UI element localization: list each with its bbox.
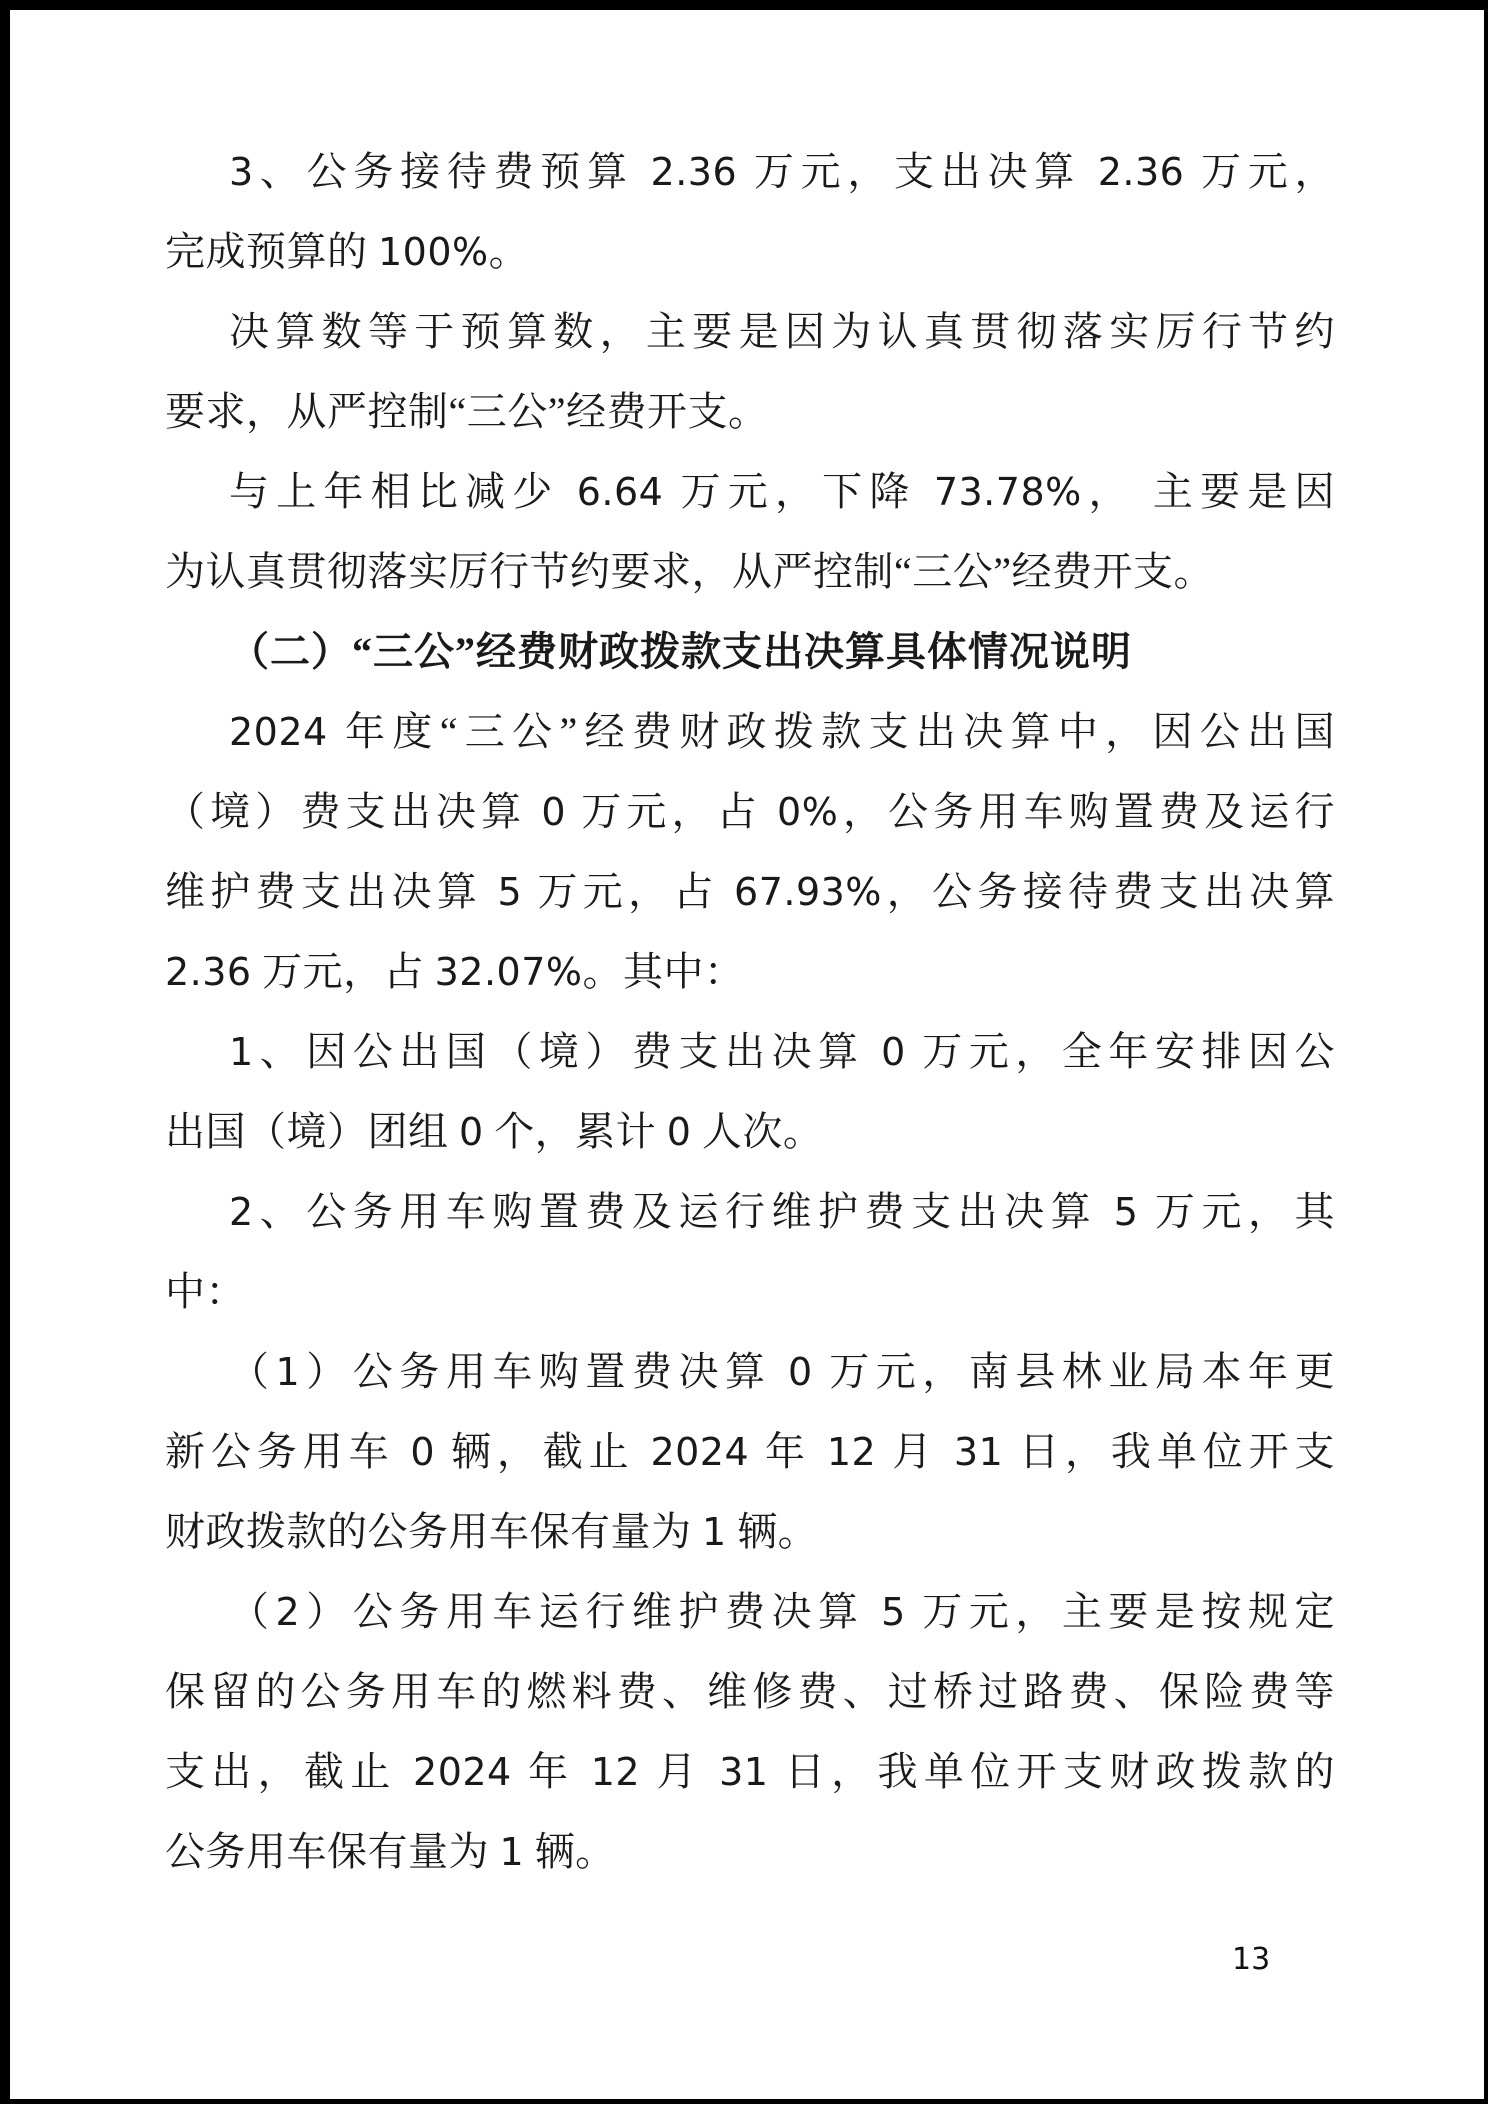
text-line: 财政拨款的公务用车保有量为 1 辆。 (165, 1509, 819, 1554)
text-line: 完成预算的 100%。 (165, 229, 530, 274)
numeric-value: 6.64 (576, 470, 664, 514)
numeric-value: 31 (719, 1750, 769, 1794)
document-page (10, 10, 1484, 2099)
numeric-value: 67.93% (734, 870, 882, 914)
numeric-value: 12 (590, 1750, 641, 1794)
text-line: 维护费支出决算 5 万元，占 67.93%，公务接待费支出决算 (165, 869, 1336, 914)
numeric-value: 32.07% (434, 950, 583, 994)
text-line: 保留的公务用车的燃料费、维修费、过桥过路费、保险费等 (165, 1669, 1335, 1714)
numeric-value: 0% (777, 790, 839, 834)
page-number: 13 (1232, 1942, 1271, 1977)
document-body (165, 132, 1335, 1892)
numeric-value: 0 (881, 1030, 906, 1074)
numeric-value: 1 (499, 1830, 525, 1874)
numeric-value: 31 (953, 1430, 1004, 1474)
numeric-value: 0 (410, 1430, 436, 1474)
numeric-value: 2024 (229, 710, 328, 754)
text-line: 中： (165, 1269, 246, 1314)
text-line: 要求，从严控制“三公”经费开支。 (165, 389, 769, 434)
numeric-value: 1 (275, 1350, 301, 1394)
text-line: 1、因公出国（境）费支出决算 0 万元，全年安排因公 (229, 1029, 1335, 1074)
numeric-value: 2.36 (650, 150, 738, 194)
text-line: 2.36 万元，占 32.07%。其中： (165, 949, 745, 994)
numeric-value: 1 (702, 1510, 727, 1554)
numeric-value: 2024 (650, 1430, 750, 1474)
numeric-value: 2024 (413, 1750, 512, 1794)
numeric-value: 100% (378, 230, 489, 274)
numeric-value: 3 (229, 150, 254, 194)
numeric-value: 5 (1113, 1190, 1139, 1234)
numeric-value: 0 (788, 1350, 813, 1394)
numeric-value: 5 (497, 870, 523, 914)
numeric-value: 12 (826, 1430, 877, 1474)
text-line: 2、公务用车购置费及运行维护费支出决算 5 万元，其 (229, 1189, 1336, 1234)
text-line: 3、公务接待费预算 2.36 万元，支出决算 2.36 万元， (229, 149, 1336, 194)
text-line: 决算数等于预算数，主要是因为认真贯彻落实厉行节约 (229, 309, 1335, 354)
text-line: （2）公务用车运行维护费决算 5 万元，主要是按规定 (229, 1589, 1336, 1634)
numeric-value: 2.36 (165, 950, 252, 994)
text-line: （境）费支出决算 0 万元，占 0%，公务用车购置费及运行 (165, 789, 1336, 834)
numeric-value: 1 (229, 1030, 254, 1074)
section-heading: （二）“三公”经费财政拨款支出决算具体情况说明 (229, 629, 1132, 674)
numeric-value: 73.78% (933, 470, 1082, 514)
text-line: 与上年相比减少 6.64 万元，下降 73.78%， 主要是因 (229, 469, 1336, 514)
text-line: （1）公务用车购置费决算 0 万元，南县林业局本年更 (229, 1349, 1336, 1394)
text-line: 支出，截止 2024 年 12 月 31 日，我单位开支财政拨款的 (165, 1749, 1336, 1794)
text-line: 新公务用车 0 辆，截止 2024 年 12 月 31 日，我单位开支 (165, 1429, 1336, 1474)
text-line: 为认真贯彻落实厉行节约要求，从严控制“三公”经费开支。 (165, 549, 1215, 594)
numeric-value: 5 (881, 1590, 906, 1634)
numeric-value: 2 (275, 1590, 301, 1634)
numeric-value: 0 (541, 790, 567, 834)
text-line: 2024 年度“三公”经费财政拨款支出决算中，因公出国 (229, 709, 1335, 754)
text-line: 出国（境）团组 0 个，累计 0 人次。 (165, 1109, 824, 1154)
numeric-value: 0 (459, 1110, 484, 1154)
numeric-value: 0 (666, 1110, 692, 1154)
text-line: 公务用车保有量为 1 辆。 (165, 1829, 616, 1874)
numeric-value: 2 (229, 1190, 254, 1234)
numeric-value: 2.36 (1097, 150, 1185, 194)
